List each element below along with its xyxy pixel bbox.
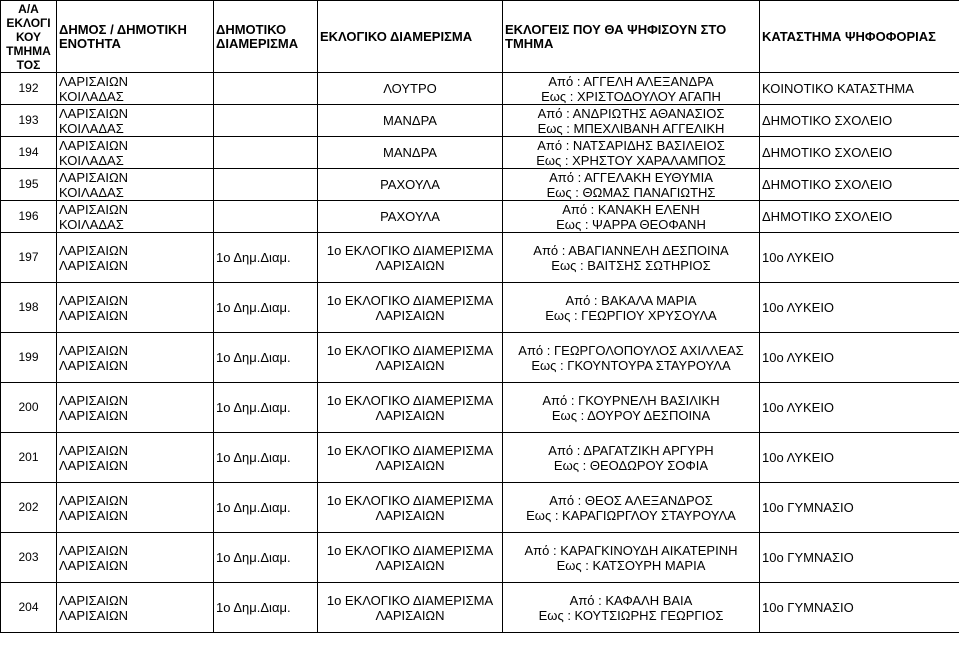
- section-number: 198: [18, 300, 39, 314]
- electoral-district-line: ΡΑΧΟΥΛΑ: [380, 209, 440, 224]
- table-row: [1, 201, 959, 233]
- polling-station: ΔΗΜΟΤΙΚΟ ΣΧΟΛΕΙΟ: [762, 145, 893, 160]
- voters-range-cell: [503, 137, 760, 169]
- municipality-cell: [57, 73, 214, 105]
- electoral-district-cell: [318, 201, 503, 233]
- section-number: 197: [18, 250, 39, 264]
- table-row: [1, 169, 959, 201]
- section-number: 194: [18, 145, 39, 159]
- voters-range-from: Από : ΚΑΝΑΚΗ ΕΛΕΝΗ: [562, 201, 700, 217]
- section-number: 196: [18, 209, 39, 223]
- municipal-district: 1ο Δημ.Διαμ.: [216, 250, 291, 265]
- electoral-district-cell: [318, 233, 503, 283]
- header-municipal-district: ΔΗΜΟΤΙΚΟ ΔΙΑΜΕΡΙΣΜΑ: [214, 1, 318, 73]
- voters-range-from: Από : ΘΕΟΣ ΑΛΕΞΑΝΔΡΟΣ: [549, 492, 713, 508]
- section-number-cell: [1, 105, 57, 137]
- electoral-district-line: 1ο ΕΚΛΟΓΙΚΟ ΔΙΑΜΕΡΙΣΜΑ: [326, 492, 494, 508]
- voters-range-from: Από : ΑΒΑΓΙΑΝΝΕΛΗ ΔΕΣΠΟΙΝΑ: [533, 242, 729, 258]
- section-number: 201: [18, 450, 39, 464]
- electoral-district-line: 1ο ΕΚΛΟΓΙΚΟ ΔΙΑΜΕΡΙΣΜΑ: [326, 342, 494, 358]
- municipality-line: ΚΟΙΛΑΔΑΣ: [59, 184, 124, 200]
- polling-station: 10ο ΛΥΚΕΙΟ: [762, 350, 835, 365]
- electoral-district-line: ΛΑΡΙΣΑΙΩΝ: [375, 257, 445, 273]
- voters-range-cell: [503, 283, 760, 333]
- voters-range-to: Εως : ΓΚΟΥΝΤΟΥΡΑ ΣΤΑΥΡΟΥΛΑ: [531, 357, 731, 373]
- electoral-district-line: ΛΑΡΙΣΑΙΩΝ: [375, 407, 445, 423]
- section-number: 200: [18, 400, 39, 414]
- municipality-line: ΛΑΡΙΣΑΙΩΝ: [59, 105, 129, 121]
- municipality-line: ΛΑΡΙΣΑΙΩΝ: [59, 442, 129, 458]
- polling-station-cell: [760, 333, 959, 383]
- municipal-district-cell: [214, 137, 318, 169]
- municipal-district: 1ο Δημ.Διαμ.: [216, 350, 291, 365]
- municipal-district-cell: [214, 583, 318, 633]
- municipality-line: ΛΑΡΙΣΑΙΩΝ: [59, 73, 129, 89]
- section-number-cell: [1, 169, 57, 201]
- electoral-district-line: 1ο ΕΚΛΟΓΙΚΟ ΔΙΑΜΕΡΙΣΜΑ: [326, 442, 494, 458]
- municipal-district-cell: [214, 333, 318, 383]
- polling-station: 10ο ΓΥΜΝΑΣΙΟ: [762, 500, 854, 515]
- polling-station-cell: [760, 73, 959, 105]
- polling-station: 10ο ΓΥΜΝΑΣΙΟ: [762, 550, 854, 565]
- voters-range-to: Εως : ΧΡΗΣΤΟΥ ΧΑΡΑΛΑΜΠΟΣ: [536, 152, 726, 168]
- section-number-cell: [1, 201, 57, 233]
- municipal-district-cell: [214, 233, 318, 283]
- polling-station: 10ο ΛΥΚΕΙΟ: [762, 250, 835, 265]
- municipality-cell: [57, 201, 214, 233]
- municipality-line: ΚΟΙΛΑΔΑΣ: [59, 152, 124, 168]
- voters-range-cell: [503, 583, 760, 633]
- voters-range-to: Εως : ΚΑΡΑΓΙΩΡΓΛΟΥ ΣΤΑΥΡΟΥΛΑ: [526, 507, 736, 523]
- polling-station-cell: [760, 533, 959, 583]
- municipality-cell: [57, 333, 214, 383]
- voters-range-to: Εως : ΓΕΩΡΓΙΟΥ ΧΡΥΣΟΥΛΑ: [545, 307, 717, 323]
- polling-station: 10ο ΛΥΚΕΙΟ: [762, 300, 835, 315]
- header-row: [1, 1, 959, 73]
- municipality-line: ΚΟΙΛΑΔΑΣ: [59, 120, 124, 136]
- header-municipality: ΔΗΜΟΣ / ΔΗΜΟΤΙΚΗ ΕΝΟΤΗΤΑ: [57, 1, 214, 73]
- municipal-district-cell: [214, 433, 318, 483]
- voters-range-to: Εως : ΧΡΙΣΤΟΔΟΥΛΟΥ ΑΓΑΠΗ: [541, 88, 721, 104]
- voters-range-from: Από : ΑΓΓΕΛΑΚΗ ΕΥΘΥΜΙΑ: [549, 169, 713, 185]
- voters-range-from: Από : ΒΑΚΑΛΑ ΜΑΡΙΑ: [565, 292, 697, 308]
- electoral-district-cell: [318, 169, 503, 201]
- voters-range-cell: [503, 105, 760, 137]
- voters-range-cell: [503, 73, 760, 105]
- voters-range-to: Εως : ΒΑΙΤΣΗΣ ΣΩΤΗΡΙΟΣ: [551, 257, 711, 273]
- polling-station: 10ο ΛΥΚΕΙΟ: [762, 450, 835, 465]
- table-row: [1, 283, 959, 333]
- header-section-number: Α/Α ΕΚΛΟΓΙ ΚΟΥ ΤΜΗΜΑ ΤΟΣ: [1, 1, 57, 73]
- municipal-district: 1ο Δημ.Διαμ.: [216, 300, 291, 315]
- municipality-cell: [57, 533, 214, 583]
- voters-range-from: Από : ΑΓΓΕΛΗ ΑΛΕΞΑΝΔΡΑ: [548, 73, 714, 89]
- municipal-district: 1ο Δημ.Διαμ.: [216, 500, 291, 515]
- municipal-district-cell: [214, 169, 318, 201]
- municipal-district-cell: [214, 73, 318, 105]
- electoral-district-line: ΡΑΧΟΥΛΑ: [380, 177, 440, 192]
- section-number: 202: [18, 500, 39, 514]
- municipal-district-cell: [214, 383, 318, 433]
- voters-range-from: Από : ΚΑΦΑΛΗ ΒΑΙΑ: [569, 592, 693, 608]
- polling-station: 10ο ΓΥΜΝΑΣΙΟ: [762, 600, 854, 615]
- voters-range-to: Εως : ΚΟΥΤΣΙΩΡΗΣ ΓΕΩΡΓΙΟΣ: [538, 607, 724, 623]
- municipal-district-cell: [214, 105, 318, 137]
- polling-station-cell: [760, 283, 959, 333]
- municipal-district-cell: [214, 483, 318, 533]
- polling-station-cell: [760, 583, 959, 633]
- electoral-district-line: ΛΑΡΙΣΑΙΩΝ: [375, 357, 445, 373]
- voters-range-cell: [503, 383, 760, 433]
- municipality-line: ΛΑΡΙΣΑΙΩΝ: [59, 307, 129, 323]
- municipality-cell: [57, 169, 214, 201]
- table-row: [1, 533, 959, 583]
- municipality-cell: [57, 433, 214, 483]
- section-number: 193: [18, 113, 39, 127]
- section-number-cell: [1, 333, 57, 383]
- municipality-line: ΚΟΙΛΑΔΑΣ: [59, 216, 124, 232]
- voters-range-from: Από : ΔΡΑΓΑΤΖΙΚΗ ΑΡΓΥΡΗ: [548, 442, 714, 458]
- electoral-district-cell: [318, 483, 503, 533]
- electoral-district-cell: [318, 583, 503, 633]
- voters-range-from: Από : ΚΑΡΑΓΚΙΝΟΥΔΗ ΑΙΚΑΤΕΡΙΝΗ: [524, 542, 738, 558]
- municipality-line: ΛΑΡΙΣΑΙΩΝ: [59, 257, 129, 273]
- municipal-district: 1ο Δημ.Διαμ.: [216, 600, 291, 615]
- electoral-district-cell: [318, 383, 503, 433]
- polling-station-cell: [760, 137, 959, 169]
- section-number-cell: [1, 433, 57, 483]
- municipality-line: ΛΑΡΙΣΑΙΩΝ: [59, 242, 129, 258]
- electoral-district-line: 1ο ΕΚΛΟΓΙΚΟ ΔΙΑΜΕΡΙΣΜΑ: [326, 242, 494, 258]
- electoral-district-cell: [318, 73, 503, 105]
- table-row: [1, 383, 959, 433]
- municipality-cell: [57, 583, 214, 633]
- municipality-cell: [57, 137, 214, 169]
- section-number: 204: [18, 600, 39, 614]
- polling-station-cell: [760, 105, 959, 137]
- municipality-line: ΛΑΡΙΣΑΙΩΝ: [59, 201, 129, 217]
- section-number-cell: [1, 533, 57, 583]
- municipality-cell: [57, 105, 214, 137]
- section-number-cell: [1, 483, 57, 533]
- voters-range-cell: [503, 169, 760, 201]
- municipal-district: 1ο Δημ.Διαμ.: [216, 450, 291, 465]
- electoral-district-line: 1ο ΕΚΛΟΓΙΚΟ ΔΙΑΜΕΡΙΣΜΑ: [326, 592, 494, 608]
- electoral-district-line: ΛΑΡΙΣΑΙΩΝ: [375, 507, 445, 523]
- table-row: [1, 333, 959, 383]
- voters-range-cell: [503, 433, 760, 483]
- electoral-district-line: 1ο ΕΚΛΟΓΙΚΟ ΔΙΑΜΕΡΙΣΜΑ: [326, 292, 494, 308]
- voters-range-cell: [503, 533, 760, 583]
- municipality-line: ΛΑΡΙΣΑΙΩΝ: [59, 292, 129, 308]
- voters-range-from: Από : ΓΚΟΥΡΝΕΛΗ ΒΑΣΙΛΙΚΗ: [542, 392, 720, 408]
- municipality-line: ΛΑΡΙΣΑΙΩΝ: [59, 357, 129, 373]
- electoral-district-cell: [318, 137, 503, 169]
- section-number: 199: [18, 350, 39, 364]
- table-row: [1, 73, 959, 105]
- voters-range-cell: [503, 201, 760, 233]
- polling-station-cell: [760, 233, 959, 283]
- electoral-district-line: ΜΑΝΔΡΑ: [383, 145, 437, 160]
- municipality-line: ΛΑΡΙΣΑΙΩΝ: [59, 542, 129, 558]
- electoral-district-cell: [318, 533, 503, 583]
- polling-station-cell: [760, 169, 959, 201]
- section-number-cell: [1, 73, 57, 105]
- voters-range-to: Εως : ΔΟΥΡΟΥ ΔΕΣΠΟΙΝΑ: [551, 407, 711, 423]
- municipality-line: ΛΑΡΙΣΑΙΩΝ: [59, 607, 129, 623]
- section-number: 203: [18, 550, 39, 564]
- table-row: [1, 433, 959, 483]
- electoral-district-line: ΛΑΡΙΣΑΙΩΝ: [375, 557, 445, 573]
- polling-station-cell: [760, 433, 959, 483]
- municipal-district-cell: [214, 283, 318, 333]
- municipality-line: ΛΑΡΙΣΑΙΩΝ: [59, 342, 129, 358]
- electoral-district-line: ΛΑΡΙΣΑΙΩΝ: [375, 457, 445, 473]
- section-number-cell: [1, 283, 57, 333]
- polling-station: ΔΗΜΟΤΙΚΟ ΣΧΟΛΕΙΟ: [762, 177, 893, 192]
- municipal-district-cell: [214, 201, 318, 233]
- municipality-line: ΛΑΡΙΣΑΙΩΝ: [59, 407, 129, 423]
- voters-range-cell: [503, 483, 760, 533]
- electoral-district-cell: [318, 283, 503, 333]
- section-number-cell: [1, 583, 57, 633]
- header-electoral-district: ΕΚΛΟΓΙΚΟ ΔΙΑΜΕΡΙΣΜΑ: [318, 1, 503, 73]
- municipal-district: 1ο Δημ.Διαμ.: [216, 550, 291, 565]
- voters-range-from: Από : ΑΝΔΡΙΩΤΗΣ ΑΘΑΝΑΣΙΟΣ: [537, 105, 725, 121]
- municipality-line: ΚΟΙΛΑΔΑΣ: [59, 88, 124, 104]
- polling-station-cell: [760, 483, 959, 533]
- voters-range-from: Από : ΓΕΩΡΓΟΛΟΠΟΥΛΟΣ ΑΧΙΛΛΕΑΣ: [518, 342, 744, 358]
- polling-station: ΔΗΜΟΤΙΚΟ ΣΧΟΛΕΙΟ: [762, 113, 893, 128]
- section-number-cell: [1, 233, 57, 283]
- table-row: [1, 105, 959, 137]
- electoral-district-line: ΜΑΝΔΡΑ: [383, 113, 437, 128]
- municipality-line: ΛΑΡΙΣΑΙΩΝ: [59, 507, 129, 523]
- municipality-line: ΛΑΡΙΣΑΙΩΝ: [59, 457, 129, 473]
- electoral-district-line: ΛΑΡΙΣΑΙΩΝ: [375, 607, 445, 623]
- table-row: [1, 233, 959, 283]
- section-number-cell: [1, 383, 57, 433]
- municipality-line: ΛΑΡΙΣΑΙΩΝ: [59, 392, 129, 408]
- municipality-cell: [57, 233, 214, 283]
- section-number-cell: [1, 137, 57, 169]
- municipality-cell: [57, 283, 214, 333]
- municipality-cell: [57, 483, 214, 533]
- electoral-district-cell: [318, 105, 503, 137]
- polling-station-cell: [760, 201, 959, 233]
- voters-range-to: Εως : ΨΑΡΡΑ ΘΕΟΦΑΝΗ: [556, 216, 706, 232]
- section-number: 192: [18, 81, 39, 95]
- electoral-district-line: 1ο ΕΚΛΟΓΙΚΟ ΔΙΑΜΕΡΙΣΜΑ: [326, 542, 494, 558]
- municipality-line: ΛΑΡΙΣΑΙΩΝ: [59, 492, 129, 508]
- electoral-district-cell: [318, 333, 503, 383]
- municipality-cell: [57, 383, 214, 433]
- table-row: [1, 483, 959, 533]
- voters-range-to: Εως : ΜΠΕΧΛΙΒΑΝΗ ΑΓΓΕΛΙΚΗ: [537, 120, 725, 136]
- electoral-district-line: ΛΟΥΤΡΟ: [383, 81, 437, 96]
- municipality-line: ΛΑΡΙΣΑΙΩΝ: [59, 592, 129, 608]
- table-row: [1, 583, 959, 633]
- voters-range-cell: [503, 333, 760, 383]
- polling-station: ΔΗΜΟΤΙΚΟ ΣΧΟΛΕΙΟ: [762, 209, 893, 224]
- municipality-line: ΛΑΡΙΣΑΙΩΝ: [59, 557, 129, 573]
- voters-range-from: Από : ΝΑΤΣΑΡΙΔΗΣ ΒΑΣΙΛΕΙΟΣ: [537, 137, 725, 153]
- voters-range-to: Εως : ΚΑΤΣΟΥΡΗ ΜΑΡΙΑ: [556, 557, 706, 573]
- electoral-district-line: ΛΑΡΙΣΑΙΩΝ: [375, 307, 445, 323]
- header-polling-station: ΚΑΤΑΣΤΗΜΑ ΨΗΦΟΦΟΡΙΑΣ: [760, 1, 959, 73]
- table-row: [1, 137, 959, 169]
- voters-range-cell: [503, 233, 760, 283]
- municipality-line: ΛΑΡΙΣΑΙΩΝ: [59, 137, 129, 153]
- municipal-district-cell: [214, 533, 318, 583]
- header-voters-range: ΕΚΛΟΓΕΙΣ ΠΟΥ ΘΑ ΨΗΦΙΣΟΥΝ ΣΤΟ ΤΜΗΜΑ: [503, 1, 760, 73]
- polling-station: ΚΟΙΝΟΤΙΚΟ ΚΑΤΑΣΤΗΜΑ: [762, 81, 914, 96]
- polling-station-cell: [760, 383, 959, 433]
- polling-station: 10ο ΛΥΚΕΙΟ: [762, 400, 835, 415]
- municipality-line: ΛΑΡΙΣΑΙΩΝ: [59, 169, 129, 185]
- municipal-district: 1ο Δημ.Διαμ.: [216, 400, 291, 415]
- voters-range-to: Εως : ΘΕΟΔΩΡΟΥ ΣΟΦΙΑ: [553, 457, 709, 473]
- electoral-district-cell: [318, 433, 503, 483]
- section-number: 195: [18, 177, 39, 191]
- electoral-district-line: 1ο ΕΚΛΟΓΙΚΟ ΔΙΑΜΕΡΙΣΜΑ: [326, 392, 494, 408]
- voters-range-to: Εως : ΘΩΜΑΣ ΠΑΝΑΓΙΩΤΗΣ: [546, 184, 716, 200]
